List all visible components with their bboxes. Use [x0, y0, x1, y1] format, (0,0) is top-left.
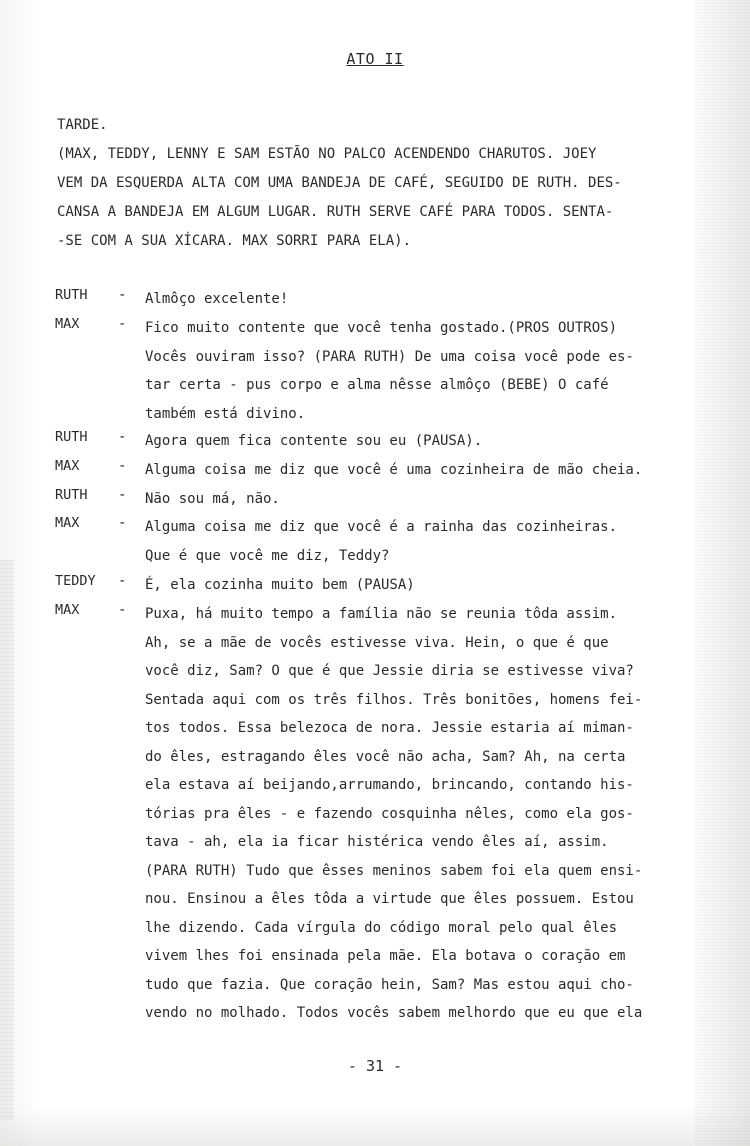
dialogue-line: Alguma coisa me diz que você é a rainha das cozinheiras. — [145, 519, 618, 535]
dialogue-line: Agora quem fica contente sou eu (PAUSA). — [145, 433, 483, 449]
speaker-dash: - — [118, 515, 127, 531]
dialogue-line: do êles, estragando êles você não acha, Sam? Ah, na certa — [145, 748, 626, 765]
stage-direction-line: (MAX, TEDDY, LENNY E SAM ESTÃO NO PALCO ACENDENDO CHARUTOS. JOEY — [57, 146, 597, 162]
dialogue-text — [145, 513, 670, 570]
page-edge-shadow — [695, 0, 750, 1146]
dialogue-line: lhe dizendo. Cada vírgula do código moral pelo qual êles — [145, 919, 618, 936]
dialogue-line: Almôço excelente! — [145, 291, 289, 307]
act-title: ATO II — [346, 50, 404, 68]
stage-direction-line: VEM DA ESQUERDA ALTA COM UMA BANDEJA DE CAFÉ, SEGUIDO DE RUTH. DES- — [57, 175, 622, 191]
dialogue-line: Não sou má, não. — [145, 491, 280, 507]
stage-direction-line: CANSA A BANDEJA EM ALGUM LUGAR. RUTH SERVE CAFÉ PARA TODOS. SENTA- — [57, 204, 614, 220]
dialogue-text — [145, 285, 670, 314]
speaker-dash: - — [118, 287, 127, 303]
dialogue-line: ela estava aí beijando,arrumando, brincando, contando his- — [145, 777, 634, 793]
dialogue-line: Ah, se a mãe de vocês estivesse viva. Hein, o que é que — [145, 634, 609, 651]
dialogue-line: tos todos. Essa belezoca de nora. Jessie estaria aí miman- — [145, 720, 634, 736]
stage-direction-line: -SE COM A SUA XÍCARA. MAX SORRI PARA ELA). — [57, 233, 412, 249]
speaker-dash: - — [118, 573, 127, 589]
dialogue-text — [145, 571, 670, 600]
dialogue-line: tava - ah, ela ia ficar histérica vendo êles aí, assim. — [145, 834, 609, 850]
speaker-name: MAX — [55, 515, 80, 531]
dialogue-line: Fico muito contente que você tenha gostado.(PROS OUTROS) — [145, 320, 618, 336]
dialogue-line: (PARA RUTH) Tudo que êsses meninos sabem foi ela quem ensi- — [145, 862, 643, 879]
dialogue-text — [145, 600, 670, 1028]
dialogue-line: nou. Ensinou a êles tôda a virtude que êles possuem. Estou — [145, 891, 634, 907]
speaker-name: RUTH — [55, 429, 88, 445]
dialogue-line: também está divino. — [145, 405, 306, 422]
dialogue-text — [145, 427, 670, 456]
speaker-name: MAX — [55, 458, 80, 474]
stage-direction — [57, 111, 657, 256]
dialogue-line: Vocês ouviram isso? (PARA RUTH) De uma coisa você pode es- — [145, 348, 634, 365]
dialogue-text — [145, 456, 670, 485]
scene-time: TARDE. — [57, 117, 108, 133]
speaker-dash: - — [118, 458, 127, 474]
dialogue-line: Sentada aqui com os três filhos. Três bonitões, homens fei- — [145, 691, 643, 708]
page-number: - 31 - — [347, 1057, 403, 1075]
speaker-name: RUTH — [55, 487, 88, 503]
speaker-name: MAX — [55, 316, 80, 332]
page-bottom-shadow — [0, 1106, 750, 1146]
dialogue-line: Alguma coisa me diz que você é uma cozinheira de mão cheia. — [145, 462, 643, 478]
dialogue-line: É, ela cozinha muito bem (PAUSA) — [145, 577, 415, 593]
page-edge-binding — [0, 560, 14, 1120]
speaker-name: MAX — [55, 602, 80, 618]
dialogue-line: tudo que fazia. Que coração hein, Sam? Mas estou aqui cho- — [145, 976, 634, 993]
dialogue-line: Que é que você me diz, Teddy? — [145, 547, 390, 564]
speaker-dash: - — [118, 487, 127, 503]
dialogue-line: tar certa - pus corpo e alma nêsse almôço (BEBE) O café — [145, 377, 609, 393]
dialogue-text — [145, 314, 670, 428]
dialogue-line: vivem lhes foi ensinada pela mãe. Ela botava o coração em — [145, 948, 626, 964]
dialogue-line: você diz, Sam? O que é que Jessie diria se estivesse viva? — [145, 663, 634, 679]
dialogue-line: vendo no molhado. Todos vocês sabem melhordo que eu que ela — [145, 1005, 643, 1021]
dialogue-text — [145, 485, 670, 514]
speaker-name: TEDDY — [55, 573, 96, 589]
dialogue-line: Puxa, há muito tempo a família não se reunia tôda assim. — [145, 606, 618, 622]
speaker-dash: - — [118, 316, 127, 332]
speaker-dash: - — [118, 602, 127, 618]
speaker-name: RUTH — [55, 287, 88, 303]
speaker-dash: - — [118, 429, 127, 445]
dialogue-line: tórias pra êles - e fazendo cosquinha nêles, como ela gos- — [145, 805, 634, 822]
